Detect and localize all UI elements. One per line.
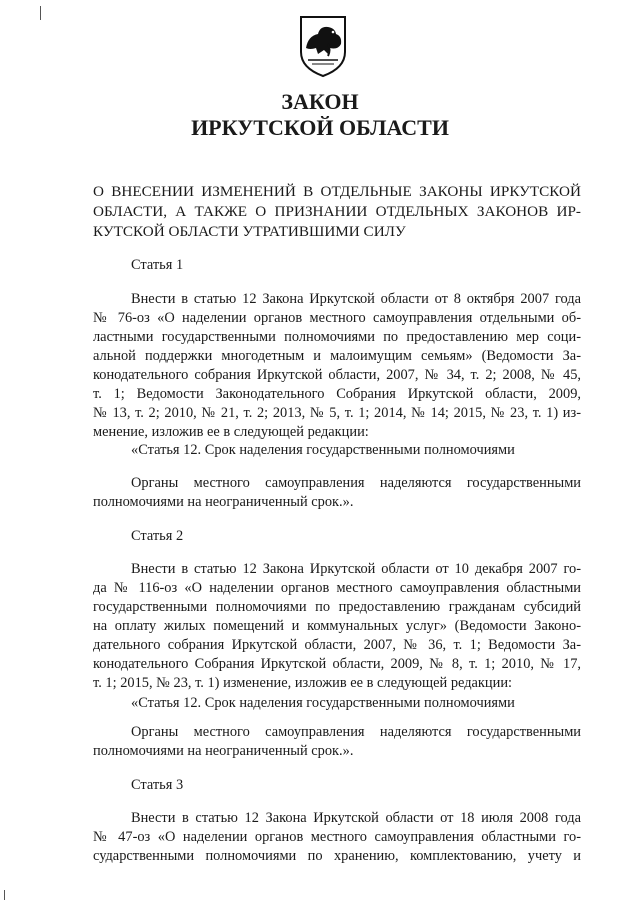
article-paragraph-line: конодательного Собрания Иркутской области, 2009, № 8, т. 1; 2010, № 17, — [93, 656, 581, 672]
region-heading: ИРКУТСКОЙ ОБЛАСТИ — [191, 115, 449, 140]
document-title-line: ОБЛАСТИ, А ТАКЖЕ О ПРИЗНАНИИ ОТДЕЛЬНЫХ ЗАКОНОВ ИР- — [93, 203, 581, 220]
article-heading: Статья 3 — [131, 777, 184, 793]
scan-mark — [40, 6, 41, 20]
article-paragraph-line: дательного собрания Иркутской области, 2007, № 36, т. 1; Ведомости За- — [93, 637, 581, 653]
article-paragraph-line: полномочиями на неограниченный срок.». — [93, 743, 354, 759]
coat-of-arms-icon — [298, 14, 348, 78]
article-heading: Статья 1 — [131, 257, 184, 273]
article-paragraph-line: полномочиями на неограниченный срок.». — [93, 494, 354, 510]
coat-of-arms-emblem — [298, 14, 348, 78]
article-paragraph-line: № 13, т. 2; 2010, № 21, т. 2; 2013, № 5, т. 1; 2014, № 14; 2015, № 23, т. 1) из- — [93, 405, 581, 421]
article-paragraph-line: т. 1; 2015, № 23, т. 1) изменение, изложив ее в следующей редакции: — [93, 675, 513, 691]
article-paragraph-line: альной поддержки многодетным и малоимущим семьям» (Ведомости За- — [93, 348, 581, 364]
article-quote: «Статья 12. Срок наделения государственными полномочиями — [131, 695, 515, 711]
article-paragraph-line: сударственными полномочиями по хранению, комплектованию, учету и — [93, 848, 581, 864]
article-paragraph-line: ластными государственными полномочиями по предоставлению мер соци- — [93, 329, 581, 345]
article-paragraph-line: Внести в статью 12 Закона Иркутской области от 10 декабря 2007 го- — [131, 561, 581, 577]
article-paragraph-line: государственными полномочиями по предоставлению гражданам субсидий — [93, 599, 581, 615]
article-paragraph-line: да № 116-оз «О наделении органов местного самоуправления областными — [93, 580, 581, 596]
document-title-line: О ВНЕСЕНИИ ИЗМЕНЕНИЙ В ОТДЕЛЬНЫЕ ЗАКОНЫ ИРКУТСКОЙ — [93, 183, 581, 200]
document-title-line: КУТСКОЙ ОБЛАСТИ УТРАТИВШИМИ СИЛУ — [93, 223, 406, 240]
article-paragraph-line: Внести в статью 12 Закона Иркутской области от 18 июля 2008 года — [131, 810, 581, 826]
law-heading: ЗАКОН — [281, 89, 359, 114]
article-paragraph-line: № 47-оз «О наделении органов местного самоуправления областными го- — [93, 829, 581, 845]
article-paragraph-line: Внести в статью 12 Закона Иркутской области от 8 октября 2007 года — [131, 291, 581, 307]
article-paragraph-line: конодательного собрания Иркутской области, 2007, № 34, т. 2; 2008, № 45, — [93, 367, 581, 383]
article-paragraph-line: № 76-оз «О наделении органов местного самоуправления отдельными об- — [93, 310, 581, 326]
article-paragraph-line: на оплату жилых помещений и коммунальных услуг» (Ведомости Законо- — [93, 618, 581, 634]
article-paragraph-line: Органы местного самоуправления наделяются государственными — [131, 724, 581, 740]
scan-mark — [4, 890, 5, 900]
article-quote: «Статья 12. Срок наделения государственными полномочиями — [131, 442, 515, 458]
article-heading: Статья 2 — [131, 528, 184, 544]
article-paragraph-line: Органы местного самоуправления наделяются государственными — [131, 475, 581, 491]
article-paragraph-line: менение, изложив ее в следующей редакции: — [93, 424, 369, 440]
article-paragraph-line: т. 1; Ведомости Законодательного Собрания Иркутской области, 2009, — [93, 386, 581, 402]
